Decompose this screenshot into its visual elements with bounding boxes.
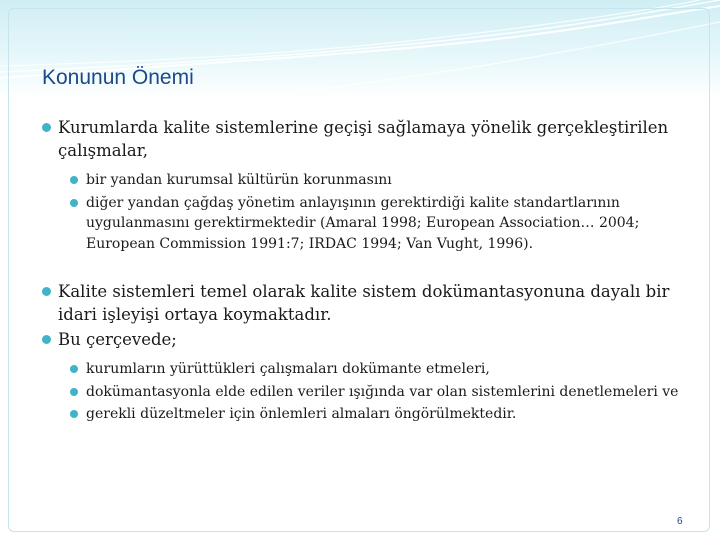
sub-bullet-text: dokümantasyonla elde edilen veriler ışığında var olan sistemlerini denetlemeleri ve	[86, 383, 679, 400]
bullet-icon	[70, 410, 78, 418]
bullet-text: Kurumlarda kalite sistemlerine geçişi sağlamaya yönelik gerçekleştirilen çalışmalar,	[58, 118, 669, 160]
slide-title: Konunun Önemi	[42, 66, 194, 89]
bullet-item	[40, 116, 690, 162]
sub-bullet-item	[40, 193, 690, 255]
sub-bullet-item	[40, 382, 690, 403]
sub-bullet-item	[40, 170, 690, 191]
sub-bullet-text: diğer yandan çağdaş yönetim anlayışının gerektirdiği kalite standartlarının uygulanmasını gerektirmektedir (Amaral 1998; European Association… 2004; European Commission 1991:7; IRDAC 1994; Van Vught, 1996).	[86, 194, 640, 252]
sub-bullet-text: bir yandan kurumsal kültürün korunmasını	[86, 172, 392, 188]
bullet-item	[40, 280, 690, 326]
sub-bullet-item	[40, 404, 690, 425]
bullet-icon	[70, 199, 78, 207]
page-number: 6	[677, 516, 683, 527]
bullet-text: Bu çerçevede;	[58, 330, 177, 349]
content-area	[40, 116, 690, 425]
bullet-icon	[70, 365, 78, 373]
sub-bullet-text: kurumların yürüttükleri çalışmaları dokümante etmeleri,	[86, 361, 490, 377]
sub-bullet-item	[40, 359, 690, 380]
bullet-text: Kalite sistemleri temel olarak kalite sistem dokümantasyonuna dayalı bir idari işleyişi ortaya koymaktadır.	[58, 282, 670, 324]
sub-bullet-text: gerekli düzeltmeler için önlemleri almaları öngörülmektedir.	[86, 406, 517, 422]
bullet-icon	[70, 176, 78, 184]
bullet-icon	[70, 388, 78, 396]
bullet-icon	[42, 123, 51, 132]
bullet-item	[40, 328, 690, 351]
bullet-icon	[42, 287, 51, 296]
bullet-icon	[42, 335, 51, 344]
